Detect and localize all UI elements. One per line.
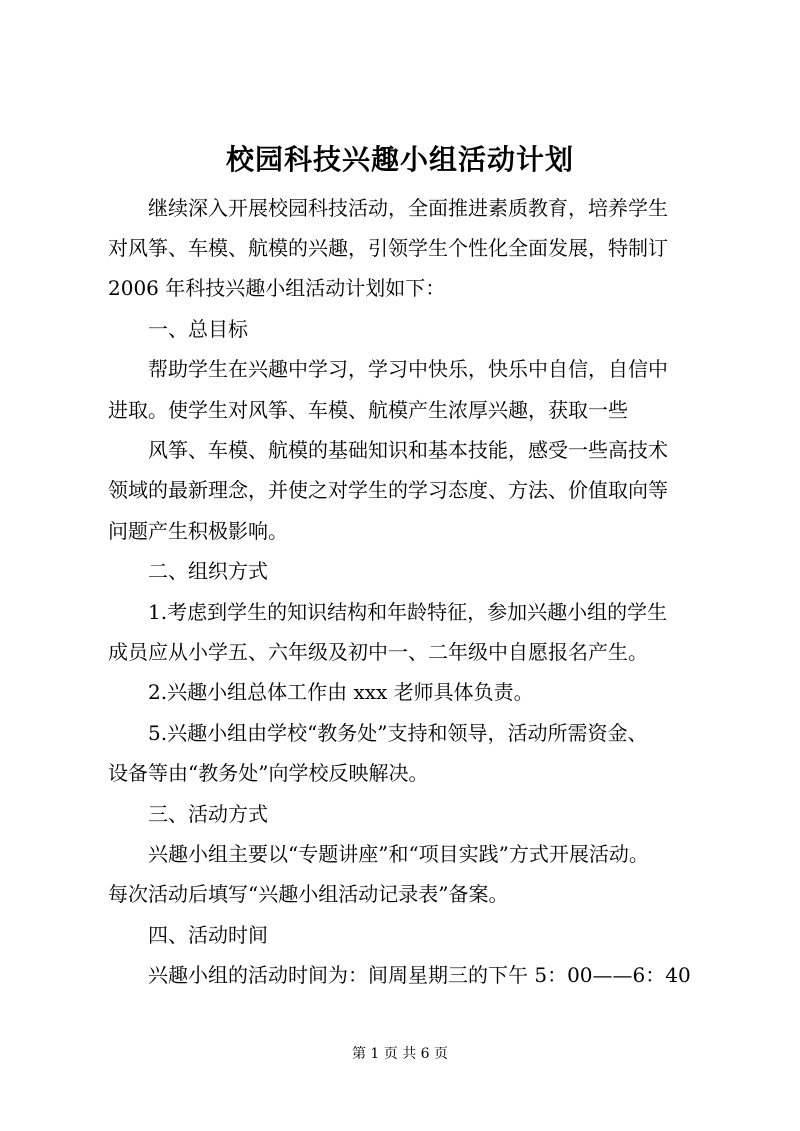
document-title: 校园科技兴趣小组活动计划: [225, 143, 574, 176]
paragraph-line: 风筝、车模、航模的基础知识和基本技能，感受一些高技术: [148, 438, 668, 462]
paragraph-line: 对风筝、车模、航模的兴趣，引领学生个性化全面发展，特制订: [108, 236, 668, 260]
paragraph-line: 问题产生积极影响。: [108, 519, 288, 543]
paragraph-line: 进取。使学生对风筝、车模、航模产生浓厚兴趣，获取一些: [108, 398, 628, 422]
paragraph-line: 设备等由“教务处”向学校反映解决。: [108, 761, 429, 785]
page-footer: 第 1 页 共 6 页: [351, 1046, 449, 1062]
paragraph-line: 2006 年科技兴趣小组活动计划如下：: [108, 276, 446, 300]
section-heading: 一、总目标: [148, 317, 248, 341]
section-heading: 二、组织方式: [148, 559, 268, 583]
paragraph-line: 2.兴趣小组总体工作由 xxx 老师具体负责。: [148, 680, 534, 704]
paragraph-line: 成员应从小学五、六年级及初中一、二年级中自愿报名产生。: [108, 640, 648, 664]
paragraph-line: 1.考虑到学生的知识结构和年龄特征，参加兴趣小组的学生: [148, 600, 668, 624]
paragraph-line: 5.兴趣小组由学校“教务处”支持和领导，活动所需资金、: [148, 721, 648, 745]
paragraph-line: 继续深入开展校园科技活动，全面推进素质教育，培养学生: [148, 196, 668, 220]
paragraph-line: 每次活动后填写“兴趣小组活动记录表”备案。: [108, 882, 509, 906]
paragraph-line: 帮助学生在兴趣中学习，学习中快乐，快乐中自信，自信中: [148, 357, 668, 381]
section-heading: 三、活动方式: [148, 802, 268, 826]
paragraph-line: 兴趣小组主要以“专题讲座”和“项目实践”方式开展活动。: [148, 842, 649, 866]
paragraph-line: 领域的最新理念，并使之对学生的学习态度、方法、价值取向等: [108, 478, 668, 502]
paragraph-line: 兴趣小组的活动时间为：间周星期三的下午 5：00——6：40: [148, 963, 691, 987]
section-heading: 四、活动时间: [148, 923, 268, 947]
